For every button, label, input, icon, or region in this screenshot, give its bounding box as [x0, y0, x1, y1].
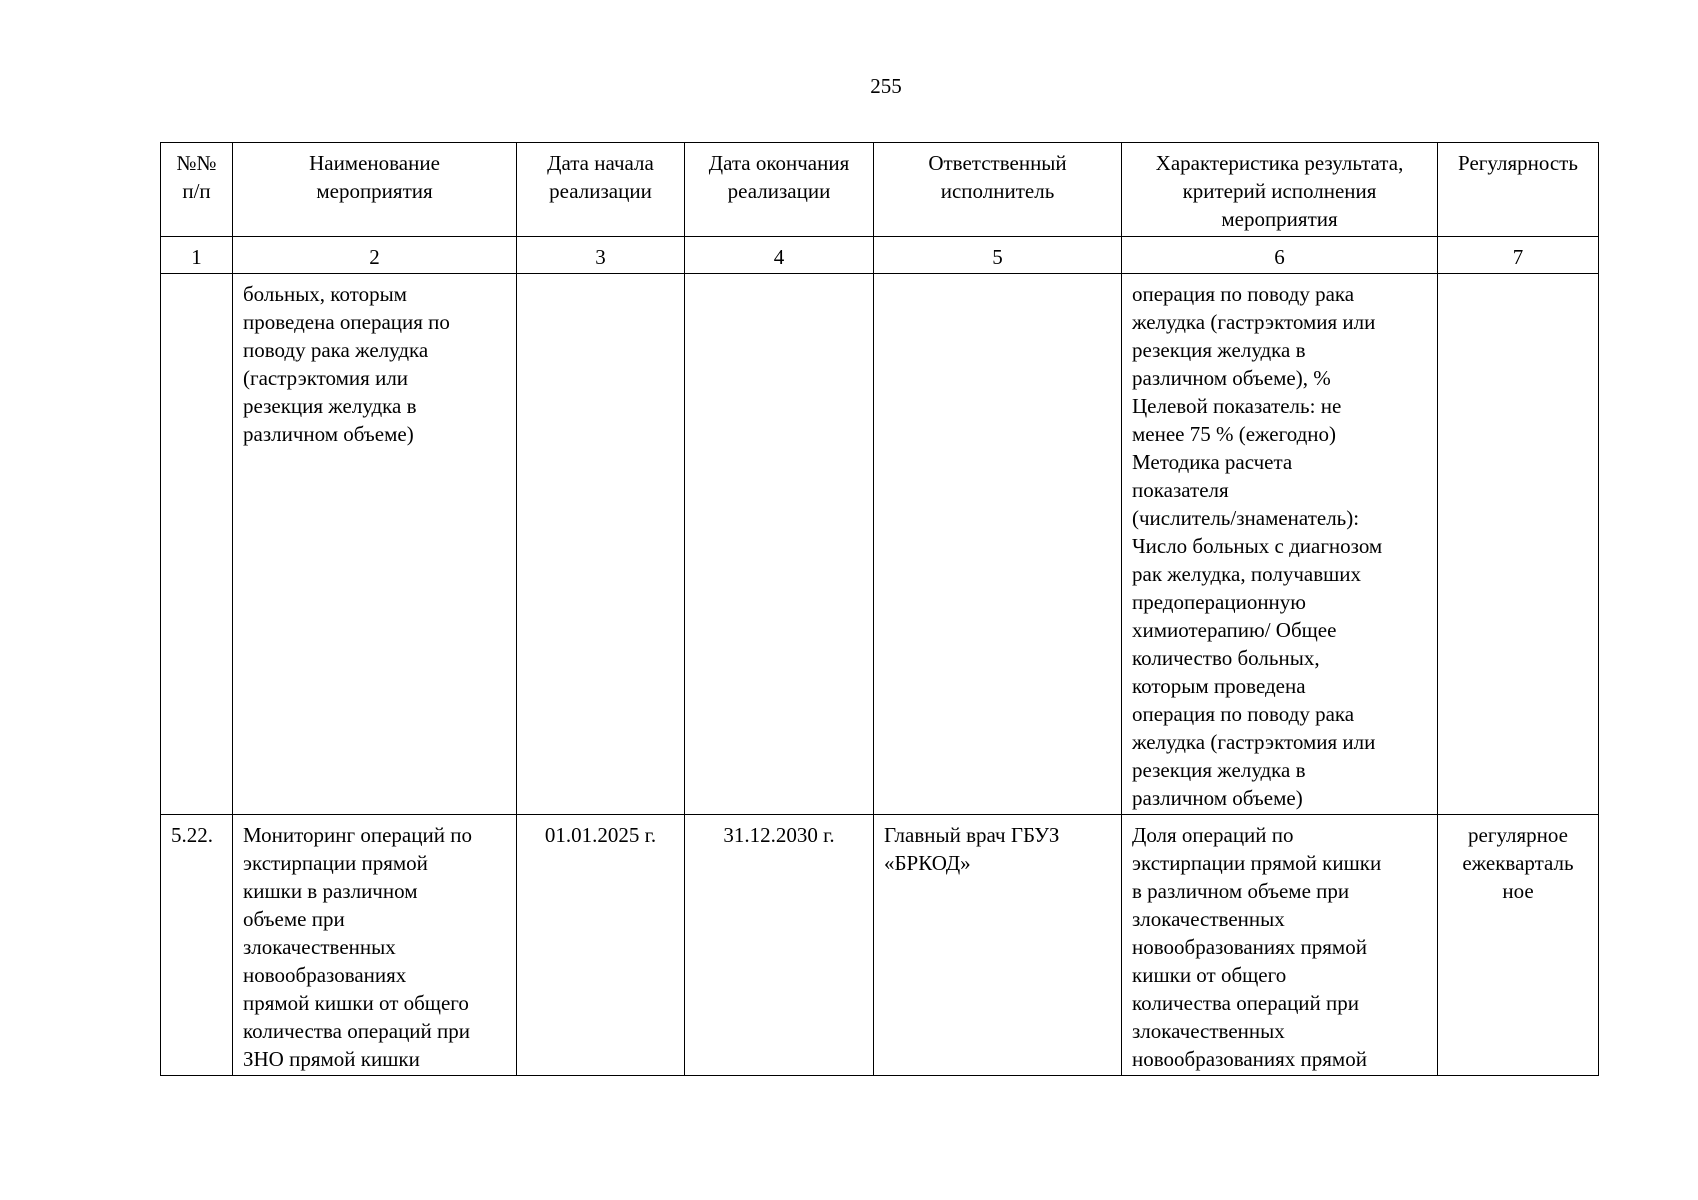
text-line: операция по поводу рака — [1132, 282, 1355, 306]
column-number: 6 — [1122, 237, 1438, 274]
text-line: Мониторинг операций по — [243, 823, 472, 847]
measures-table — [160, 142, 1599, 1076]
text-line: резекция желудка в — [1132, 338, 1306, 362]
cell-measure-name — [233, 815, 517, 1076]
text-line: которым проведена — [1132, 674, 1306, 698]
header-cell-responsible — [874, 143, 1122, 237]
text-line: злокачественных — [1132, 1019, 1285, 1043]
text-line: исполнитель — [940, 179, 1055, 203]
text-line: (гастрэктомия или — [243, 366, 409, 390]
text-line: количества операций при — [1132, 991, 1360, 1015]
text-line: №№ — [176, 151, 217, 175]
text-line: проведена операция по — [243, 310, 450, 334]
text-line: различном объеме), % — [1132, 366, 1331, 390]
text-line: резекция желудка в — [1132, 758, 1306, 782]
text-line: в различном объеме при — [1132, 879, 1350, 903]
header-cell-number — [161, 143, 233, 237]
text-line: экстирпации прямой — [243, 851, 428, 875]
text-line: Ответственный — [928, 151, 1067, 175]
cell-number — [161, 274, 233, 815]
cell-end-date: 31.12.2030 г. — [685, 815, 874, 1076]
cell-end-date — [685, 274, 874, 815]
text-line: Главный врач ГБУЗ — [884, 823, 1060, 847]
text-line: Наименование — [309, 151, 440, 175]
column-number: 7 — [1438, 237, 1599, 274]
cell-regularity — [1438, 274, 1599, 815]
text-line: регулярное — [1468, 823, 1568, 847]
cell-responsible — [874, 815, 1122, 1076]
cell-result — [1122, 274, 1438, 815]
page-number: 255 — [870, 74, 902, 98]
text-line: количества операций при — [243, 1019, 471, 1043]
text-line: количество больных, — [1132, 646, 1320, 670]
text-line: кишки в различном — [243, 879, 418, 903]
text-line: ное — [1502, 879, 1534, 903]
text-line: ЗНО прямой кишки — [243, 1047, 420, 1071]
header-cell-result — [1122, 143, 1438, 237]
column-number: 5 — [874, 237, 1122, 274]
text-line: показателя — [1132, 478, 1229, 502]
text-line: новообразованиях прямой — [1132, 935, 1367, 959]
text-line: поводу рака желудка — [243, 338, 429, 362]
column-number: 2 — [233, 237, 517, 274]
text-line: ежекварталь — [1462, 851, 1574, 875]
text-line: различном объеме) — [1132, 786, 1303, 810]
text-line: резекция желудка в — [243, 394, 417, 418]
cell-start-date: 01.01.2025 г. — [517, 815, 685, 1076]
column-number-row — [161, 237, 1599, 274]
text-line: Дата начала — [547, 151, 654, 175]
text-line: предоперационную — [1132, 590, 1306, 614]
text-line: (числитель/знаменатель): — [1132, 506, 1360, 530]
text-line: различном объеме) — [243, 422, 414, 446]
text-line: «БРКОД» — [884, 851, 971, 875]
text-line: Число больных с диагнозом — [1132, 534, 1383, 558]
cell-result — [1122, 815, 1438, 1076]
text-line: новообразованиях прямой — [1132, 1047, 1367, 1071]
text-line: реализации — [549, 179, 652, 203]
header-row — [161, 143, 1599, 237]
text-line: желудка (гастрэктомия или — [1132, 730, 1376, 754]
text-line: операция по поводу рака — [1132, 702, 1355, 726]
text-line: Дата окончания — [708, 151, 850, 175]
text-line: злокачественных — [1132, 907, 1285, 931]
table-row-5-22 — [161, 815, 1599, 1076]
text-line: п/п — [182, 179, 211, 203]
text-line: критерий исполнения — [1182, 179, 1377, 203]
text-line: реализации — [727, 179, 831, 203]
table-row-continuation — [161, 274, 1599, 815]
text-line: Характеристика результата, — [1155, 151, 1404, 175]
text-line: мероприятия — [316, 179, 433, 203]
text-line: экстирпации прямой кишки — [1132, 851, 1382, 875]
text-line: химиотерапию/ Общее — [1132, 618, 1337, 642]
header-cell-regularity — [1438, 143, 1599, 237]
header-cell-start-date — [517, 143, 685, 237]
header-cell-name — [233, 143, 517, 237]
column-number: 1 — [161, 237, 233, 274]
text-line: Методика расчета — [1132, 450, 1293, 474]
cell-number: 5.22. — [161, 815, 233, 1076]
text-line: объеме при — [243, 907, 345, 931]
text-line: желудка (гастрэктомия или — [1132, 310, 1376, 334]
text-line: Целевой показатель: не — [1132, 394, 1342, 418]
cell-responsible — [874, 274, 1122, 815]
text-line: Доля операций по — [1132, 823, 1294, 847]
text-line: менее 75 % (ежегодно) — [1132, 422, 1337, 446]
text-line: прямой кишки от общего — [243, 991, 469, 1015]
column-number: 3 — [517, 237, 685, 274]
text-line: мероприятия — [1221, 207, 1338, 231]
header-cell-end-date — [685, 143, 874, 237]
text-line: рак желудка, получавших — [1132, 562, 1362, 586]
text-line: кишки от общего — [1132, 963, 1287, 987]
cell-measure-name — [233, 274, 517, 815]
text-line: новообразованиях — [243, 963, 407, 987]
text-line: злокачественных — [243, 935, 396, 959]
cell-start-date — [517, 274, 685, 815]
cell-regularity — [1438, 815, 1599, 1076]
text-line: Регулярность — [1458, 151, 1578, 175]
text-line: больных, которым — [243, 282, 407, 306]
column-number: 4 — [685, 237, 874, 274]
